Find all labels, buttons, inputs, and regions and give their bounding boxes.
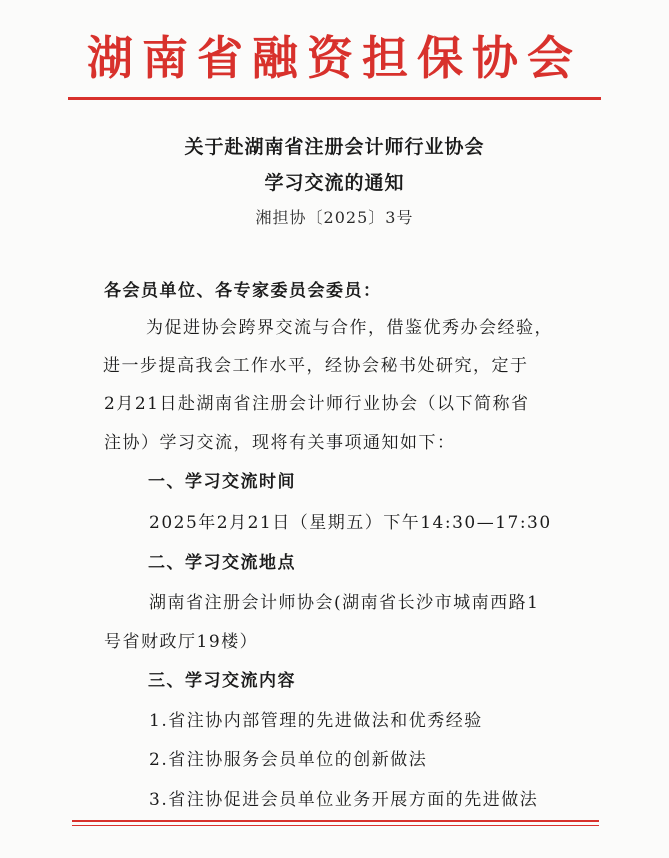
footer-red-rule-thin xyxy=(72,825,599,826)
document-number: 湘担协〔2025〕3号 xyxy=(255,208,414,227)
content-list-item: 2.省注协服务会员单位的创新做法 xyxy=(149,750,428,770)
notice-title-line-1: 关于赴湖南省注册会计师行业协会 xyxy=(184,136,485,158)
content-list-item: 1.省注协内部管理的先进做法和优秀经验 xyxy=(149,711,483,731)
intro-paragraph-line: 进一步提高我会工作水平，经协会秘书处研究，定于 xyxy=(103,356,529,376)
section-heading-content: 三、学习交流内容 xyxy=(148,671,296,691)
salutation: 各会员单位、各专家委员会委员： xyxy=(104,281,382,301)
exchange-location-line: 湖南省注册会计师协会(湖南省长沙市城南西路1 xyxy=(149,593,540,613)
notice-title-line-2: 学习交流的通知 xyxy=(264,172,405,194)
exchange-time-text: 2025年2月21日（星期五）下午14:30—17:30 xyxy=(149,513,552,533)
intro-paragraph-line: 为促进协会跨界交流与合作，借鉴优秀办会经验， xyxy=(146,318,553,338)
intro-paragraph-line: 注协）学习交流，现将有关事项通知如下： xyxy=(104,433,456,453)
section-heading-location: 二、学习交流地点 xyxy=(148,553,296,573)
exchange-location-line: 号省财政厅19楼） xyxy=(104,632,259,652)
letterhead-red-rule xyxy=(68,97,601,100)
footer-red-rule xyxy=(72,820,599,822)
section-heading-time: 一、学习交流时间 xyxy=(148,472,296,492)
letterhead-org-name: 湖南省融资担保协会 xyxy=(87,31,582,85)
content-list-item: 3.省注协促进会员单位业务开展方面的先进做法 xyxy=(149,790,539,810)
intro-paragraph-line: 2月21日赴湖南省注册会计师行业协会（以下简称省 xyxy=(104,394,530,414)
